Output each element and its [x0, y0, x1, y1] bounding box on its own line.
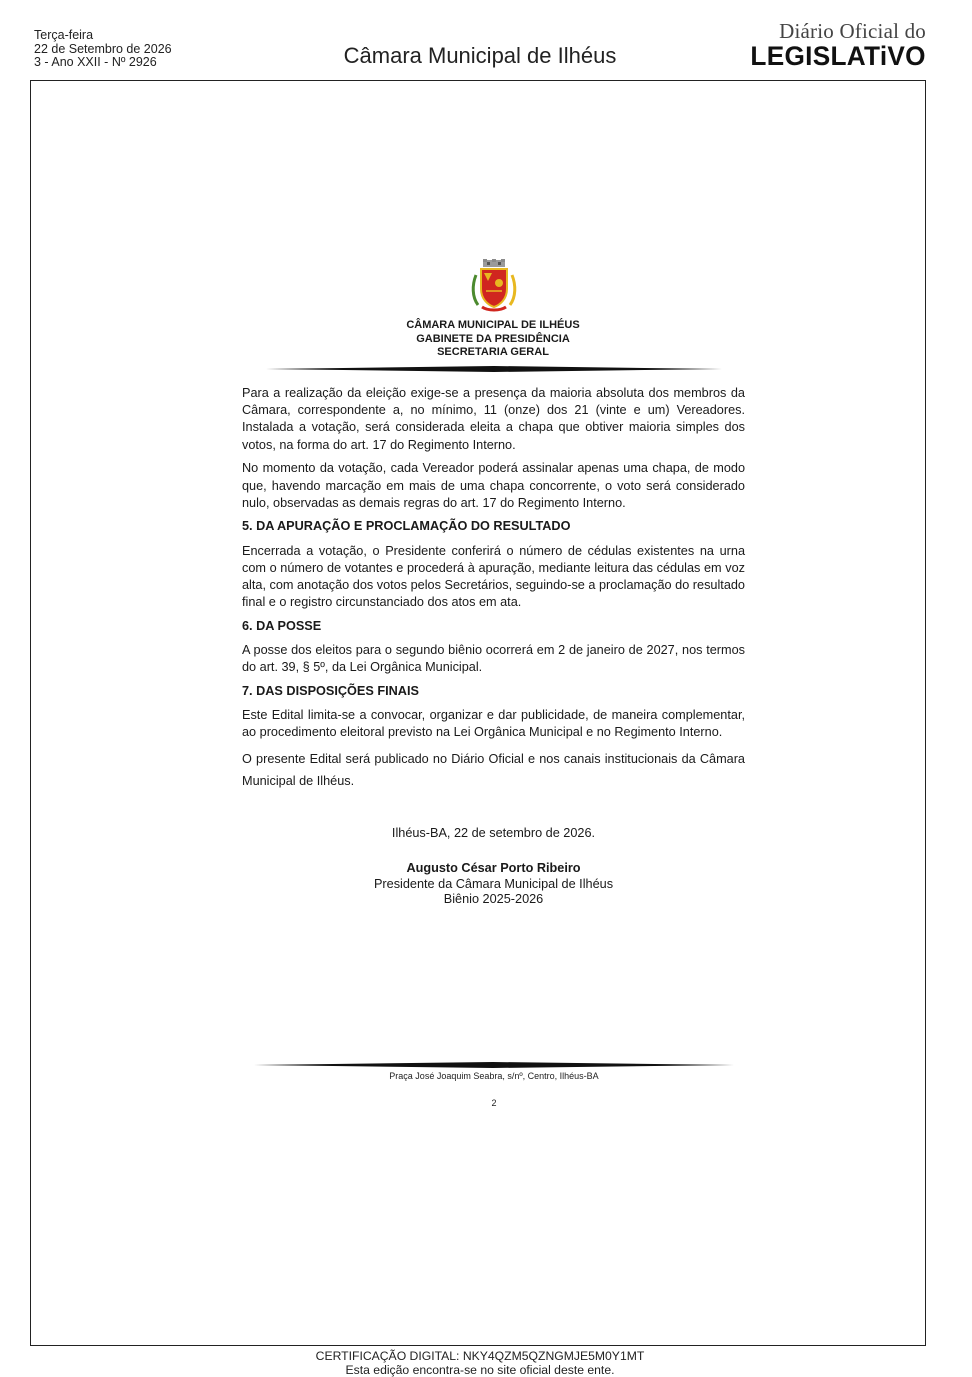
- paragraph: A posse dos eleitos para o segundo biênio ocorrerá em 2 de janeiro de 2027, nos termos do art. 39, § 5º, da Lei Orgânica Municipal.: [242, 643, 745, 675]
- logo-main-text: LEGISLATiVO: [750, 41, 926, 71]
- diario-oficial-logo: [745, 19, 926, 69]
- paragraph: Este Edital limita-se a convocar, organizar e dar publicidade, de maneira complementar, ao procedimento eleitoral previsto na Lei Orgânica Municipal e no Regimento Interno.: [242, 708, 745, 740]
- page-number: 2: [491, 1098, 497, 1108]
- edition-info: [34, 29, 172, 70]
- signatory-name: Augusto César Porto Ribeiro: [406, 861, 581, 875]
- place-and-date: Ilhéus-BA, 22 de setembro de 2026.: [391, 826, 596, 840]
- coat-of-arms-icon: [470, 259, 518, 314]
- logo-top-text: Diário Oficial do: [779, 19, 926, 43]
- paragraph: Encerrada a votação, o Presidente conferirá o número de cédulas existentes na urna com o número de votantes e procederá à apuração, mediante leitura das cédulas em voz alta, com anotação dos votos pelos Secretários, seguindo-se a proclamação do resultado final e o registro circunstanciado dos atos em ata.: [242, 543, 745, 610]
- paragraph: No momento da votação, cada Vereador poderá assinalar apenas uma chapa, de modo que, havendo marcação em mais de uma chapa concorrente, o voto será considerado nulo, observadas as demais regras do art. 17 do Regimento Interno.: [242, 461, 745, 510]
- letterhead-divider: [266, 366, 722, 372]
- section-heading: 7. DAS DISPOSIÇÕES FINAIS: [242, 684, 419, 699]
- signatory-term: Biênio 2025-2026: [443, 892, 544, 906]
- letterhead-line-1: CÂMARA MUNICIPAL DE ILHÉUS: [406, 319, 580, 331]
- section-heading: 5. DA APURAÇÃO E PROCLAMAÇÃO DO RESULTADO: [242, 519, 571, 534]
- paragraph: Para a realização da eleição exige-se a presença da maioria absoluta dos membros da Câmara, correspondente a, no mínimo, 11 (onze) dos 21 (vinte e um) Vereadores. Instalada a votação, será considerada eleita a chapa que obtiver maioria simples dos votos, na forma do art. 17 do Regimento Interno.: [242, 386, 745, 452]
- digital-certification: [230, 1350, 730, 1377]
- certification-notice: Esta edição encontra-se no site oficial deste ente.: [345, 1362, 615, 1377]
- letterhead: [333, 319, 653, 360]
- section-heading: 6. DA POSSE: [242, 618, 322, 633]
- signature-block: [242, 861, 745, 908]
- edition-number: 3 - Ano XXII - Nº 2926: [34, 55, 157, 69]
- edition-weekday: Terça-feira: [34, 28, 94, 42]
- edition-date: 22 de Setembro de 2026: [34, 41, 172, 56]
- footer-divider: [252, 1062, 734, 1068]
- letterhead-line-3: SECRETARIA GERAL: [437, 346, 549, 358]
- footer-address: Praça José Joaquim Seabra, s/nº, Centro, Ilhéus-BA: [389, 1071, 599, 1081]
- paragraph: O presente Edital será publicado no Diário Oficial e nos canais institucionais da Câmara Municipal de Ilhéus.: [242, 752, 745, 789]
- page-title: Câmara Municipal de Ilhéus: [343, 43, 617, 68]
- document-body: [242, 385, 745, 799]
- letterhead-line-2: GABINETE DA PRESIDÊNCIA: [416, 332, 570, 345]
- signatory-role: Presidente da Câmara Municipal de Ilhéus: [373, 876, 614, 891]
- certification-code: CERTIFICAÇÃO DIGITAL: NKY4QZM5QZNGMJE5M0Y1MT: [315, 1349, 645, 1363]
